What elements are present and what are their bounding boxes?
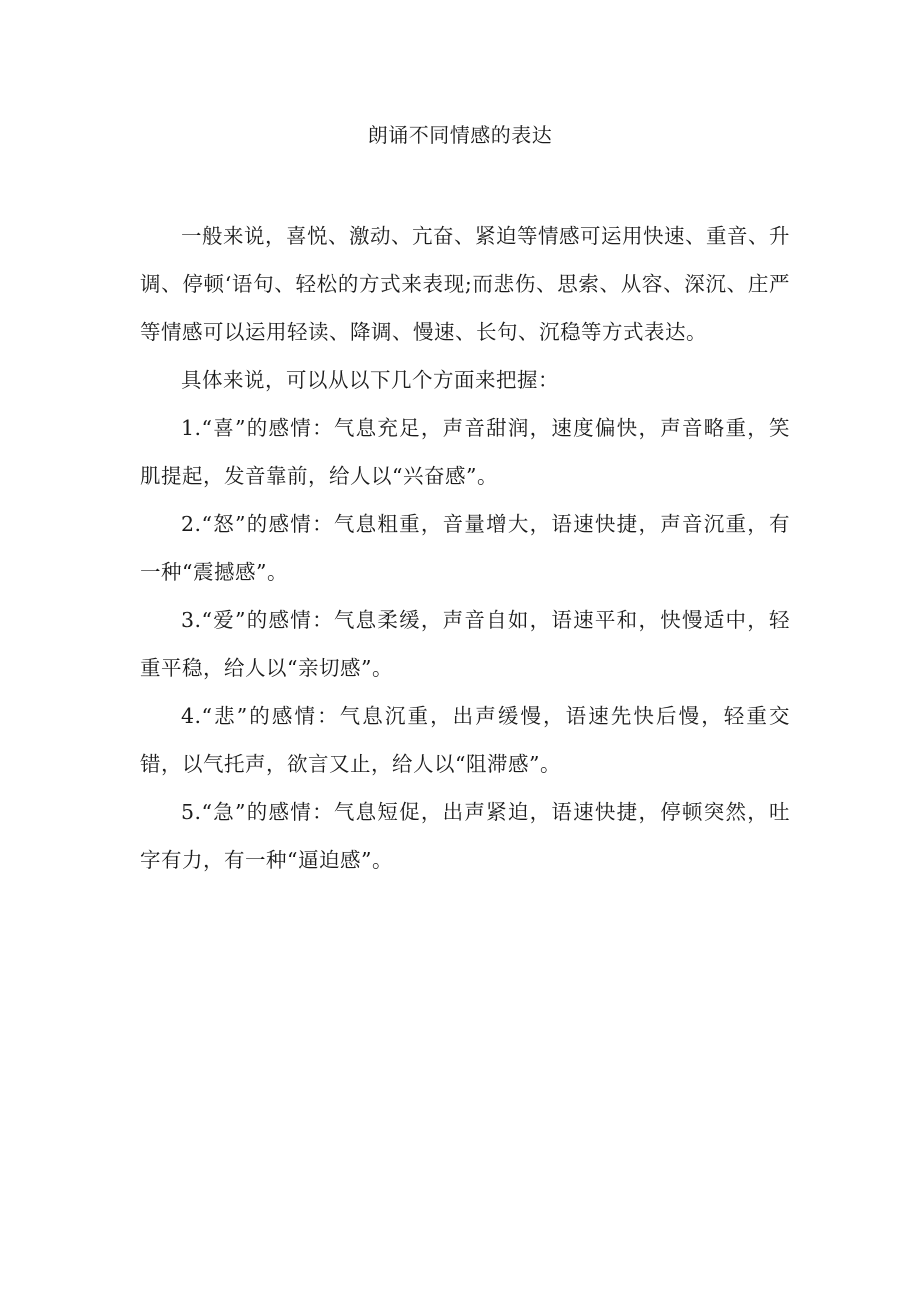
document-body (140, 212, 790, 884)
paragraph-joy: 1.“喜”的感情：气息充足，声音甜润，速度偏快，声音略重，笑肌提起，发音靠前，给人以“兴奋感”。 (140, 416, 790, 488)
paragraph-sorrow: 4.“悲”的感情：气息沉重，出声缓慢，语速先快后慢，轻重交错，以气托声，欲言又止，给人以“阻滞感”。 (140, 704, 790, 776)
document-title: 朗诵不同情感的表达 (367, 123, 553, 147)
paragraph-intro: 一般来说，喜悦、激动、亢奋、紧迫等情感可运用快速、重音、升调、停顿‘语句、轻松的方式来表现;而悲伤、思索、从容、深沉、庄严等情感可以运用轻读、降调、慢速、长句、沉稳等方式表达。 (140, 224, 790, 344)
paragraph-lead-in: 具体来说，可以从以下几个方面来把握： (181, 368, 559, 392)
paragraph-urgency: 5.“急”的感情：气息短促，出声紧迫，语速快捷，停顿突然，吐字有力，有一种“逼迫感”。 (140, 800, 790, 872)
paragraph-love: 3.“爱”的感情：气息柔缓，声音自如，语速平和，快慢适中，轻重平稳，给人以“亲切感”。 (140, 608, 790, 680)
paragraph-anger: 2.“怒”的感情：气息粗重，音量增大，语速快捷，声音沉重，有一种“震撼感”。 (140, 512, 790, 584)
